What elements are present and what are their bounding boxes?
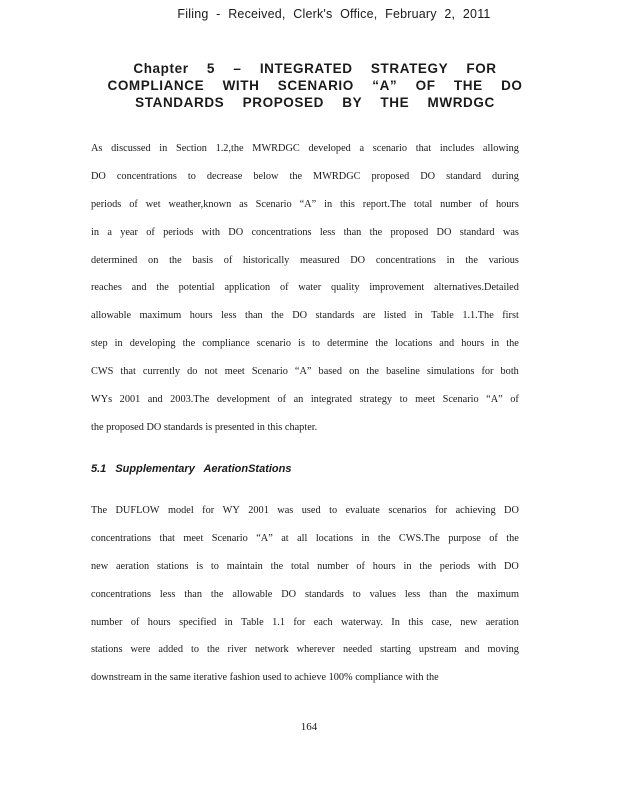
page-number: 164: [300, 721, 318, 733]
text-line: step in developing the compliance scenario is to determine the locations and hours in the: [91, 338, 519, 350]
text-line: new aeration stations is to maintain the total number of hours in the periods with DO: [91, 560, 519, 572]
text-line: The DUFLOW model for WY 2001 was used to evaluate scenarios for achieving DO: [91, 505, 519, 516]
text-line: the proposed DO standards is presented in this chapter.: [91, 421, 318, 433]
text-line: allowable maximum hours less than the DO standards are listed in Table 1.1.The first: [91, 310, 519, 322]
text-line: As discussed in Section 1.2,the MWRDGC developed a scenario that includes allowing: [91, 143, 519, 154]
text-line: downstream in the same iterative fashion used to achieve 100% compliance with the: [91, 672, 439, 684]
paragraph-aeration: [91, 504, 519, 699]
text-line: CWS that currently do not meet Scenario “A” based on the baseline simulations for both: [91, 366, 519, 378]
text-line: concentrations that meet Scenario “A” at all locations in the CWS.The purpose of the: [91, 532, 519, 544]
filing-header: Filing - Received, Clerk's Office, February 2, 2011: [177, 7, 491, 21]
text-line: WYs 2001 and 2003.The development of an integrated strategy to meet Scenario “A” of: [91, 394, 519, 406]
text-line: DO concentrations to decrease below the MWRDGC proposed DO standard during: [91, 170, 519, 182]
text-line: concentrations less than the allowable DO standards to values less than the maximum: [91, 588, 519, 600]
chapter-title-line-3: STANDARDS PROPOSED BY THE MWRDGC: [135, 95, 495, 110]
chapter-title: [100, 60, 530, 111]
text-line: in a year of periods with DO concentrations less than the proposed DO standard was: [91, 226, 519, 238]
text-line: number of hours specified in Table 1.1 for each waterway. In this case, new aeration: [91, 616, 519, 628]
chapter-title-line-1: Chapter 5 – INTEGRATED STRATEGY FOR: [133, 61, 497, 76]
chapter-title-line-2: COMPLIANCE WITH SCENARIO “A” OF THE DO: [107, 78, 523, 93]
paragraph-intro: [91, 142, 519, 449]
text-line: determined on the basis of historically measured DO concentrations in the various: [91, 254, 519, 266]
text-line: periods of wet weather,known as Scenario “A” in this report.The total number of hours: [91, 198, 519, 210]
section-heading: 5.1 Supplementary AerationStations: [91, 463, 292, 475]
text-line: stations were added to the river network wherever needed starting upstream and moving: [91, 644, 519, 656]
text-line: reaches and the potential application of water quality improvement alternatives.Detailed: [91, 282, 519, 294]
